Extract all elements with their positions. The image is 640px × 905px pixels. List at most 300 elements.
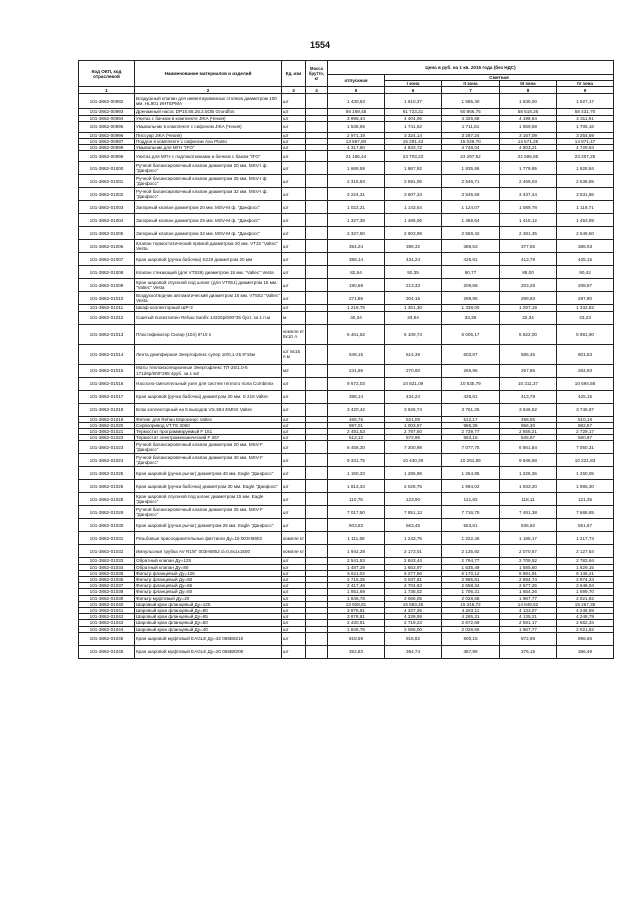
row-zone-2-price: 2 672,69: [442, 620, 500, 626]
row-zone-2-price: 1 338,00: [442, 305, 500, 311]
row-zone-4-price: 4 246,59: [557, 608, 614, 614]
row-mass: [306, 162, 328, 175]
row-release-price: 465,76: [328, 416, 385, 422]
row-name: Кран шаровой (ручка рычаг) диаметром 25 мм. Eagle "Данфосс": [135, 519, 282, 532]
row-zone-4-price: 896,66: [557, 632, 614, 645]
row-zone-2-price: 4 263,11: [442, 608, 500, 614]
row-zone-1-price: 270,60: [385, 364, 442, 377]
table-row: [79, 175, 614, 188]
row-zone-1-price: 15 583,45: [385, 601, 442, 607]
row-zone-4-price: 297,80: [557, 292, 614, 305]
row-zone-2-price: 1 835,95: [442, 162, 500, 175]
row-zone-4-price: 7 686,85: [557, 506, 614, 519]
row-code: 101-3862-01025: [79, 467, 135, 480]
row-release-price: 3 420,42: [328, 403, 385, 416]
row-mass: [306, 467, 328, 480]
row-name: Ручной балансировочный клапан диаметром 20 мм. MSV-F "Данфосс": [135, 441, 282, 454]
row-zone-4-price: 15 257,38: [557, 601, 614, 607]
row-zone-1-price: 61 723,21: [385, 109, 442, 115]
row-unit: компле кт 8х10 л: [282, 324, 306, 344]
table-row: [79, 545, 614, 558]
row-unit: шт: [282, 493, 306, 506]
row-code: 101-3862-01040: [79, 601, 135, 607]
row-zone-1-price: 2 843,44: [385, 558, 442, 564]
row-zone-4-price: 388,03: [557, 240, 614, 253]
row-release-price: 388,14: [328, 253, 385, 266]
table-row: [79, 632, 614, 645]
row-zone-3-price: 376,15: [500, 645, 557, 658]
column-number: 3: [282, 87, 306, 94]
row-zone-2-price: 1 264,95: [442, 467, 500, 480]
row-name: Резьбовые присоединительные фиттинги Ду=15 003Н6902: [135, 532, 282, 545]
row-unit: шт: [282, 441, 306, 454]
row-unit: шт: [282, 467, 306, 480]
table-row: [79, 532, 614, 545]
row-name: Насосно-смесительный узел для систем теплого пола Combimix: [135, 377, 282, 390]
row-zone-1-price: 2 066,05: [385, 595, 442, 601]
row-zone-3-price: 1 779,95: [500, 162, 557, 175]
row-zone-3-price: 536,92: [500, 519, 557, 532]
row-code: 101-3862-01046: [79, 645, 135, 658]
row-zone-2-price: 7 716,75: [442, 506, 500, 519]
row-mass: [306, 240, 328, 253]
row-zone-4-price: 90,42: [557, 266, 614, 279]
row-name: Клапан термостатический прямой диаметром 20 мм. VT32 "Valtec" Vesta: [135, 240, 282, 253]
table-row: [79, 201, 614, 214]
row-zone-4-price: 1 260,05: [557, 467, 614, 480]
row-release-price: 271,86: [328, 292, 385, 305]
row-zone-3-price: 10 311,37: [500, 377, 557, 390]
row-zone-4-price: 121,35: [557, 493, 614, 506]
row-zone-1-price: 1 361,30: [385, 305, 442, 311]
column-number: 1: [79, 87, 135, 94]
row-zone-1-price: 614,39: [385, 344, 442, 364]
row-release-price: 3 996,44: [328, 115, 385, 121]
table-row: [79, 403, 614, 416]
row-release-price: 56 169,48: [328, 109, 385, 115]
row-zone-3-price: 872,69: [500, 632, 557, 645]
row-mass: [306, 632, 328, 645]
row-zone-4-price: 1 629,15: [557, 564, 614, 570]
row-mass: [306, 266, 328, 279]
row-zone-3-price: 2 709,52: [500, 558, 557, 564]
row-code: 101-3862-01036: [79, 577, 135, 583]
row-zone-2-price: 387,99: [442, 645, 500, 658]
row-release-price: 1 669,59: [328, 162, 385, 175]
row-zone-2-price: 900,15: [442, 632, 500, 645]
row-mass: [306, 545, 328, 558]
row-unit: шт: [282, 145, 306, 151]
row-name: Сервопривод VT.TE 3060: [135, 422, 282, 428]
row-zone-3-price: 5 822,00: [500, 324, 557, 344]
row-unit: шт: [282, 305, 306, 311]
row-zone-3-price: 1 967,77: [500, 595, 557, 601]
row-name: Ручной балансировочный клапан диаметром 40 мм. MSV-F "Данфосс": [135, 454, 282, 467]
row-code: 101-3862-01002: [79, 188, 135, 201]
row-release-price: 1 846,78: [328, 595, 385, 601]
row-name: Кран шаровой (ручка бабочка) диаметром 20 мм. S 219 Valtec: [135, 390, 282, 403]
row-name: Фильтр фланцевый Ду=65: [135, 583, 282, 589]
row-zone-1-price: 1 663,97: [385, 564, 442, 570]
table-row: [79, 240, 614, 253]
header-zone-1: I зона: [385, 81, 442, 87]
row-zone-3-price: 2 577,25: [500, 583, 557, 589]
row-zone-3-price: 2 656,21: [500, 429, 557, 435]
row-name: Импульсная трубка AV R1/8" 003Н6852 d=0,6х1х1500: [135, 545, 282, 558]
row-mass: [306, 390, 328, 403]
row-unit: шт: [282, 608, 306, 614]
row-unit: шт: [282, 583, 306, 589]
row-code: 101-3862-01028: [79, 493, 135, 506]
row-code: 101-3862-00995: [79, 121, 135, 132]
row-unit: шт: [282, 139, 306, 145]
row-zone-1-price: 2 173,01: [385, 545, 442, 558]
row-mass: [306, 227, 328, 240]
row-mass: [306, 253, 328, 266]
table-body: [79, 94, 614, 658]
row-zone-1-price: 6 109,74: [385, 324, 442, 344]
row-zone-1-price: 92,35: [385, 266, 442, 279]
row-mass: [306, 151, 328, 162]
row-unit: шт: [282, 175, 306, 188]
row-code: 101-3862-00998: [79, 145, 135, 151]
row-mass: [306, 441, 328, 454]
row-zone-1-price: 915,82: [385, 632, 442, 645]
row-zone-2-price: 426,81: [442, 253, 500, 266]
row-zone-1-price: 394,74: [385, 645, 442, 658]
row-zone-1-price: 3 826,74: [385, 403, 442, 416]
row-release-price: 818,59: [328, 632, 385, 645]
row-zone-1-price: 3 324,14: [385, 132, 442, 138]
table-row: [79, 188, 614, 201]
row-unit: шт: [282, 115, 306, 121]
row-zone-3-price: 14 571,25: [500, 139, 557, 145]
row-zone-1-price: 1 286,98: [385, 467, 442, 480]
row-zone-1-price: 563,45: [385, 519, 442, 532]
table-row: [79, 519, 614, 532]
row-release-price: 2 315,94: [328, 175, 385, 188]
row-zone-4-price: 2 729,17: [557, 429, 614, 435]
row-unit: шт: [282, 480, 306, 493]
row-zone-1-price: 10 821,09: [385, 377, 442, 390]
row-name: Ручной балансировочный клапан диаметром 25 мм. MSV-I ф. "Данфосс": [135, 175, 282, 188]
row-release-price: 1 022,21: [328, 201, 385, 214]
row-release-price: 503,63: [328, 519, 385, 532]
row-name: Кран шаровой (ручка бабочка) S219 диаметром 20 мм: [135, 253, 282, 266]
table-row: [79, 292, 614, 305]
row-unit: шт: [282, 595, 306, 601]
row-release-price: 3 876,81: [328, 608, 385, 614]
row-code: 101-3862-01045: [79, 632, 135, 645]
row-release-price: 7 017,50: [328, 506, 385, 519]
row-zone-3-price: 257,85: [500, 364, 557, 377]
row-code: 101-3862-01000: [79, 162, 135, 175]
row-name: Воздухоотводчик автоматический диаметром 15 мм. VT502 "Valtec" Vesta: [136, 293, 280, 304]
row-zone-4-price: 10 594,58: [557, 377, 614, 390]
row-zone-2-price: 1 994,02: [442, 480, 500, 493]
row-zone-3-price: 1 933,20: [500, 480, 557, 493]
row-zone-2-price: 265,96: [442, 364, 500, 377]
row-mass: [306, 324, 328, 344]
row-name: Фитинг для Rehau Евроконус Valtec: [135, 416, 282, 422]
row-mass: [306, 175, 328, 188]
row-release-price: 21 186,44: [328, 151, 385, 162]
row-unit: шт: [282, 577, 306, 583]
column-number: 6: [385, 87, 442, 94]
row-release-price: 1 487,29: [328, 564, 385, 570]
row-code: 101-3862-01001: [79, 175, 135, 188]
row-name: Умывальник для МГН "IFO": [135, 145, 282, 151]
header-unit: Ед. изм: [282, 61, 306, 87]
row-zone-1-price: 123,90: [385, 493, 442, 506]
row-release-price: 2 971,19: [328, 132, 385, 138]
row-name: Запорный клапан диаметром 25 мм. MSV-M ф. "Данфосс": [135, 214, 282, 227]
row-zone-4-price: 2 783,94: [557, 558, 614, 564]
row-code: 101-3862-01012: [79, 311, 135, 324]
row-name: Шаровый кран фланцевый Ду=65: [135, 614, 282, 620]
row-zone-3-price: 22 586,85: [500, 151, 557, 162]
row-release-price: 4 317,60: [328, 145, 385, 151]
row-zone-1-price: 15 291,43: [385, 139, 442, 145]
row-zone-2-price: 1 711,81: [442, 121, 500, 132]
page-number: 1554: [309, 40, 331, 50]
row-code: 101-3862-01009: [79, 279, 135, 292]
row-release-price: 1 327,38: [328, 214, 385, 227]
row-zone-3-price: 7 481,38: [500, 506, 557, 519]
table-row: [79, 601, 614, 607]
row-zone-2-price: 986,39: [442, 422, 500, 428]
row-unit: компле кт: [282, 545, 306, 558]
row-code: 101-3862-01039: [79, 595, 135, 601]
row-zone-1-price: 4 404,06: [385, 115, 442, 121]
header-name: Наименование материалов и изделий: [135, 61, 282, 87]
table-row: [79, 377, 614, 390]
row-unit: шт: [282, 279, 306, 292]
row-release-price: 1 538,69: [328, 121, 385, 132]
row-zone-2-price: 512,17: [442, 416, 500, 422]
column-number: 5: [328, 87, 385, 94]
row-release-price: 13 928,81: [328, 601, 385, 607]
row-unit: шт: [282, 645, 306, 658]
row-zone-2-price: 553,81: [442, 519, 500, 532]
row-code: 101-3862-01017: [79, 390, 135, 403]
row-zone-4-price: 4 311,91: [557, 115, 614, 121]
row-release-price: 1 218,76: [328, 305, 385, 311]
row-zone-1-price: 2 787,50: [385, 429, 442, 435]
row-release-price: 1 551,69: [328, 589, 385, 595]
row-mass: [306, 201, 328, 214]
row-zone-4-price: 6 146,21: [557, 570, 614, 576]
row-zone-1-price: 396,32: [385, 240, 442, 253]
row-unit: шт: [282, 121, 306, 132]
row-code: 101-3862-01021: [79, 429, 135, 435]
row-zone-4-price: 3 746,67: [557, 403, 614, 416]
row-unit: шт: [282, 292, 306, 305]
table-row: [79, 214, 614, 227]
row-zone-3-price: 203,28: [500, 279, 557, 292]
row-code: 101-3862-01024: [79, 454, 135, 467]
row-zone-3-price: 1 659,59: [500, 121, 557, 132]
row-zone-2-price: 563,15: [442, 435, 500, 441]
row-zone-1-price: 7 200,98: [385, 441, 442, 454]
row-code: 101-3862-01022: [79, 435, 135, 441]
row-code: 101-3862-01023: [79, 441, 135, 454]
row-name: Блок коллекторный на 5 выходов Vtc.594 EMNX Valtec: [135, 403, 282, 416]
row-zone-4-price: 2 536,85: [557, 175, 614, 188]
row-zone-2-price: 2 985,81: [442, 577, 500, 583]
row-release-price: 2 327,50: [328, 227, 385, 240]
row-zone-2-price: 33,36: [442, 311, 500, 324]
row-zone-3-price: 413,79: [500, 390, 557, 403]
row-zone-3-price: 1 535,00: [500, 94, 557, 109]
row-zone-1-price: 1 610,37: [385, 94, 442, 109]
row-zone-3-price: 1 185,17: [500, 532, 557, 545]
row-zone-4-price: 10 221,83: [557, 454, 614, 467]
row-zone-3-price: 88,00: [500, 266, 557, 279]
row-zone-2-price: 2 546,71: [442, 175, 500, 188]
row-unit: шт: [282, 390, 306, 403]
row-release-price: 2 541,53: [328, 558, 385, 564]
row-mass: [306, 493, 328, 506]
row-zone-4-price: 425,15: [557, 390, 614, 403]
row-unit: шт: [282, 109, 306, 115]
row-zone-1-price: 1 867,92: [385, 162, 442, 175]
header-zone-3: III зона: [500, 81, 557, 87]
row-zone-4-price: 2 974,24: [557, 577, 614, 583]
row-zone-3-price: 3 437,44: [500, 188, 557, 201]
column-number: 4: [306, 87, 328, 94]
row-unit: шт: [282, 188, 306, 201]
header-price-group: Цена в руб. на 1 кв. 2015 года (без НДС): [328, 61, 614, 75]
row-mass: [306, 519, 328, 532]
row-zone-2-price: 1 706,31: [442, 589, 500, 595]
row-code: 101-3862-01011: [79, 305, 135, 311]
row-zone-1-price: 2 704,63: [385, 583, 442, 589]
row-zone-4-price: 23 207,26: [557, 151, 614, 162]
row-release-price: 1 150,33: [328, 467, 385, 480]
row-zone-4-price: 2 127,54: [557, 545, 614, 558]
row-zone-3-price: 3 646,52: [500, 403, 557, 416]
row-zone-4-price: 7 050,31: [557, 441, 614, 454]
row-zone-3-price: 58 618,26: [500, 109, 557, 115]
row-code: 101-3862-01026: [79, 480, 135, 493]
row-zone-3-price: 5 981,91: [500, 570, 557, 576]
row-name: Шкаф коллекторный ШР-3: [135, 305, 282, 311]
row-zone-4-price: 1 705,16: [557, 121, 614, 132]
row-unit: шт: [282, 151, 306, 162]
row-code: 101-3862-01031: [79, 532, 135, 545]
table-row: [79, 94, 614, 109]
row-mass: [306, 214, 328, 227]
row-zone-3-price: 1 089,78: [500, 201, 557, 214]
row-release-price: 1 845,76: [328, 626, 385, 632]
row-unit: шт: [282, 626, 306, 632]
row-name: Шаровый кран фланцевый Ду=80: [135, 608, 282, 614]
row-zone-1-price: 4 339,59: [385, 614, 442, 620]
row-zone-2-price: 2 739,77: [442, 429, 500, 435]
row-name: Сшитый полиэтилен Rehau Sanfix 14320р/600*35 бухт. за 1 п.м: [135, 311, 282, 324]
row-zone-4-price: 510,19: [557, 416, 614, 422]
row-zone-2-price: 298,95: [442, 292, 500, 305]
row-zone-1-price: 213,33: [385, 279, 442, 292]
row-zone-3-price: 1 967,77: [500, 626, 557, 632]
row-code: 101-3862-01044: [79, 626, 135, 632]
column-number: 9: [557, 87, 614, 94]
row-zone-3-price: 2 894,74: [500, 577, 557, 583]
row-zone-3-price: 2 591,17: [500, 620, 557, 626]
column-number: 8: [500, 87, 557, 94]
row-release-price: 1 813,34: [328, 480, 385, 493]
row-zone-2-price: 15 029,70: [442, 139, 500, 145]
row-zone-2-price: 15 316,72: [442, 601, 500, 607]
row-zone-3-price: 1 297,19: [500, 305, 557, 311]
row-unit: шт: [282, 435, 306, 441]
row-code: 101-3862-01007: [79, 253, 135, 266]
row-release-price: 2 417,46: [328, 583, 385, 589]
row-zone-3-price: 2 481,35: [500, 227, 557, 240]
row-zone-1-price: 10 440,29: [385, 454, 442, 467]
row-name: Унитаз с бачком в комплекте JIKA (Чехия): [135, 115, 282, 121]
row-unit: шт: [282, 227, 306, 240]
row-zone-2-price: 4 326,68: [442, 115, 500, 121]
row-zone-3-price: 585,45: [500, 344, 557, 364]
column-number: 7: [442, 87, 500, 94]
row-zone-1-price: 3 607,34: [385, 188, 442, 201]
table-row: [79, 324, 614, 344]
table-row: [79, 311, 614, 324]
row-zone-1-price: 1 143,64: [385, 201, 442, 214]
row-name: Шаровый кран фланцевый Ду=50: [135, 620, 282, 626]
row-code: 101-3862-01042: [79, 614, 135, 620]
row-release-price: 354,24: [328, 240, 385, 253]
row-zone-2-price: 2 658,34: [442, 583, 500, 589]
row-release-price: 352,83: [328, 645, 385, 658]
row-zone-4-price: 208,87: [557, 279, 614, 292]
row-zone-3-price: 1 654,26: [500, 589, 557, 595]
row-unit: шт: [282, 266, 306, 279]
row-unit: м: [282, 311, 306, 324]
header-zone-4: IV зона: [557, 81, 614, 87]
row-name: Ручной балансировочный клапан диаметром 25 мм. MSV-F "Данфосс": [135, 506, 282, 519]
row-unit: компле кт: [282, 532, 306, 545]
row-release-price: 6 458,30: [328, 441, 385, 454]
row-name: Термостат программируемый F 151: [135, 429, 282, 435]
row-zone-3-price: 2 469,03: [500, 175, 557, 188]
table-row: [79, 390, 614, 403]
header-release: отпускная: [328, 75, 385, 87]
row-mass: [306, 480, 328, 493]
row-zone-3-price: 4 803,21: [500, 145, 557, 151]
row-release-price: 241,86: [328, 364, 385, 377]
row-name: Запорный клапан диаметром 32 мм. MSV-M ф. "Данфосс": [135, 227, 282, 240]
row-release-price: 897,01: [328, 422, 385, 428]
row-mass: [306, 121, 328, 132]
row-zone-3-price: 2 070,67: [500, 545, 557, 558]
row-code: 101-3862-01004: [79, 214, 135, 227]
row-zone-2-price: 209,68: [442, 279, 500, 292]
row-name: Запорный клапан диаметром 20 мм. MSV-M ф. "Данфосс": [135, 201, 282, 214]
row-zone-1-price: 1 003,57: [385, 422, 442, 428]
row-mass: [306, 279, 328, 292]
row-zone-4-price: 1 527,17: [557, 94, 614, 109]
row-unit: шт: [282, 454, 306, 467]
row-code: 101-3862-01018: [79, 403, 135, 416]
row-name: Дренажный насос DP10.65.26.2.5ОВ Grundfos: [135, 109, 282, 115]
row-zone-4-price: 264,93: [557, 364, 614, 377]
row-mass: [306, 292, 328, 305]
row-release-price: 9 672,03: [328, 377, 385, 390]
row-zone-2-price: 3 761,25: [442, 403, 500, 416]
